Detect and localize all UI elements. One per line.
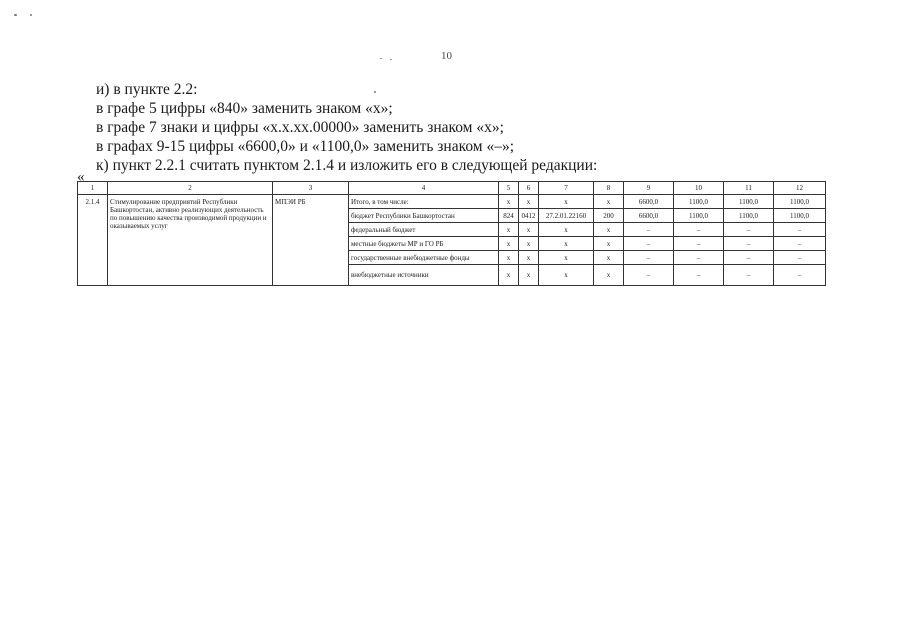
table-cell: – bbox=[674, 265, 724, 286]
paragraph: в графе 7 знаки и цифры «х.х.хх.00000» заменить знаком «х»; bbox=[96, 119, 504, 136]
table-cell: х bbox=[594, 237, 624, 251]
table-cell: х bbox=[519, 223, 539, 237]
table-cell: х bbox=[519, 237, 539, 251]
table-cell: 1100,0 bbox=[674, 195, 724, 209]
table-cell: 0412 bbox=[519, 209, 539, 223]
table-cell: х bbox=[539, 251, 594, 265]
table-cell: 6600,0 bbox=[624, 195, 674, 209]
page-number: 10 bbox=[441, 50, 452, 62]
table-header-row bbox=[78, 182, 826, 195]
item-code: 2.1.4 bbox=[78, 195, 108, 286]
executor: МПЭИ РБ bbox=[273, 195, 349, 286]
table-cell: х bbox=[539, 223, 594, 237]
table-cell: х bbox=[519, 195, 539, 209]
column-header: 9 bbox=[624, 182, 674, 195]
table-cell: – bbox=[674, 251, 724, 265]
paragraph: в графе 5 цифры «840» заменить знаком «х»; bbox=[96, 100, 393, 117]
table-cell: – bbox=[724, 237, 774, 251]
column-header: 3 bbox=[273, 182, 349, 195]
table-row bbox=[78, 195, 826, 209]
table-cell: х bbox=[499, 265, 519, 286]
table-cell: – bbox=[724, 223, 774, 237]
table-cell: х bbox=[594, 195, 624, 209]
table-cell: – bbox=[674, 237, 724, 251]
funding-source: внебюджетные источники bbox=[349, 265, 499, 286]
column-header: 6 bbox=[519, 182, 539, 195]
opening-quote: « bbox=[77, 169, 85, 185]
table-cell: х bbox=[594, 265, 624, 286]
funding-source: бюджет Республики Башкортостан bbox=[349, 209, 499, 223]
table-cell: 27.2.01.22160 bbox=[539, 209, 594, 223]
funding-source: государственные внебюджетные фонды bbox=[349, 251, 499, 265]
column-header: 12 bbox=[774, 182, 826, 195]
table-cell: х bbox=[519, 251, 539, 265]
column-header: 7 bbox=[539, 182, 594, 195]
table-cell: – bbox=[774, 265, 826, 286]
amendment-text bbox=[96, 80, 836, 175]
table-cell: 6600,0 bbox=[624, 209, 674, 223]
table-cell: 1100,0 bbox=[674, 209, 724, 223]
column-header: 11 bbox=[724, 182, 774, 195]
table-cell: х bbox=[519, 265, 539, 286]
table-cell: 200 bbox=[594, 209, 624, 223]
column-header: 10 bbox=[674, 182, 724, 195]
column-header: 2 bbox=[108, 182, 273, 195]
table-cell: – bbox=[624, 265, 674, 286]
funding-source: местные бюджеты МР и ГО РБ bbox=[349, 237, 499, 251]
table-cell: х bbox=[539, 237, 594, 251]
table-cell: х bbox=[499, 195, 519, 209]
table-cell: х bbox=[499, 237, 519, 251]
column-header: 5 bbox=[499, 182, 519, 195]
table-cell: – bbox=[624, 223, 674, 237]
table-cell: х bbox=[594, 223, 624, 237]
table-cell: 1100,0 bbox=[724, 209, 774, 223]
scan-speck bbox=[30, 14, 32, 16]
table-cell: – bbox=[774, 237, 826, 251]
table-cell: х bbox=[499, 223, 519, 237]
paragraph: и) в пункте 2.2: bbox=[96, 81, 198, 98]
table-cell: – bbox=[674, 223, 724, 237]
table-cell: х bbox=[499, 251, 519, 265]
table-cell: – bbox=[724, 265, 774, 286]
table-cell: – bbox=[724, 251, 774, 265]
table-cell: – bbox=[774, 223, 826, 237]
paragraph: в графах 9-15 цифры «6600,0» и «1100,0» заменить знаком «–»; bbox=[96, 138, 515, 155]
column-header: 1 bbox=[78, 182, 108, 195]
table-cell: х bbox=[539, 195, 594, 209]
funding-source: федеральный бюджет bbox=[349, 223, 499, 237]
column-header: 8 bbox=[594, 182, 624, 195]
scan-speck bbox=[390, 59, 392, 60]
scan-speck bbox=[14, 14, 17, 16]
column-header: 4 bbox=[349, 182, 499, 195]
scan-speck bbox=[380, 58, 382, 59]
paragraph: к) пункт 2.2.1 считать пунктом 2.1.4 и изложить его в следующей редакции: bbox=[96, 157, 598, 174]
amendment-table bbox=[77, 181, 826, 286]
table-cell: 1100,0 bbox=[724, 195, 774, 209]
table-cell: 824 bbox=[499, 209, 519, 223]
table-cell: – bbox=[624, 251, 674, 265]
table-cell: х bbox=[594, 251, 624, 265]
funding-source: Итого, в том числе: bbox=[349, 195, 499, 209]
table-cell: – bbox=[624, 237, 674, 251]
table-cell: х bbox=[539, 265, 594, 286]
table-cell: 1100,0 bbox=[774, 195, 826, 209]
table-cell: 1100,0 bbox=[774, 209, 826, 223]
item-description: Стимулирование предприятий Республики Башкортостан, активно реализующих деятельность по повышению качества производимой продукции и оказываемых услуг bbox=[108, 195, 273, 286]
table-cell: – bbox=[774, 251, 826, 265]
